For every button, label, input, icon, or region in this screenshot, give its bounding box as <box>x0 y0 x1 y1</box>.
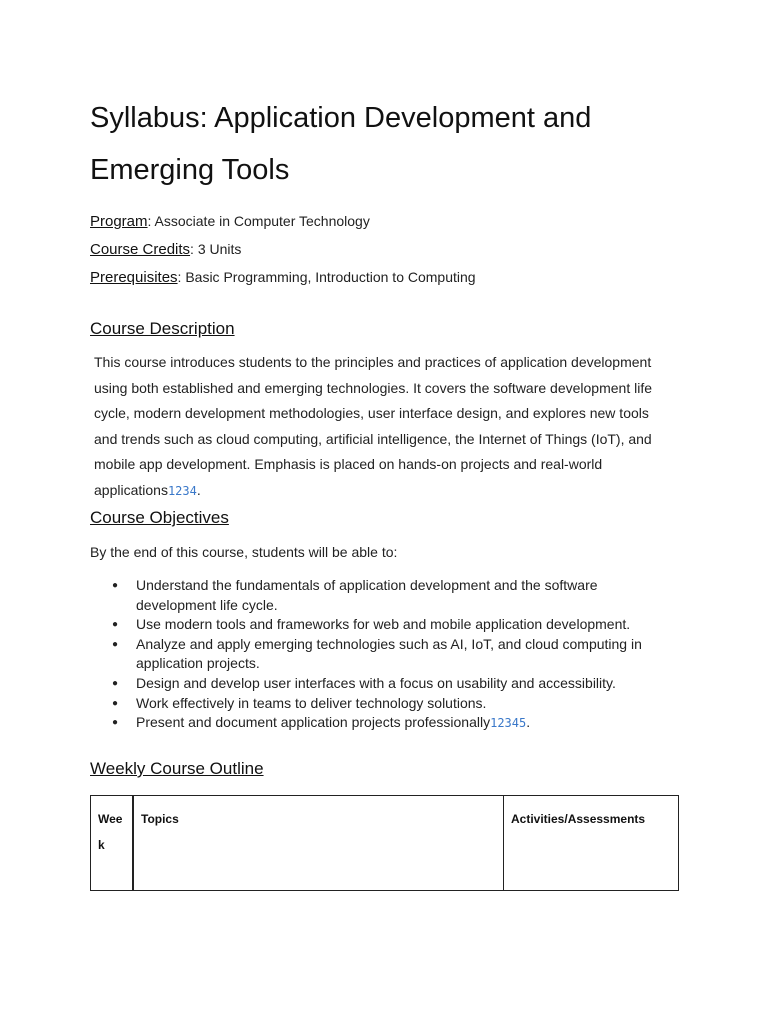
list-item <box>110 576 680 615</box>
column-header-week: Week <box>91 796 134 891</box>
course-objectives-heading: Course Objectives <box>90 508 229 527</box>
column-header-activities: Activities/Assessments <box>504 796 679 891</box>
objective-text: Present and document application projects professionally <box>136 714 491 731</box>
bullet-icon: ● <box>112 717 119 729</box>
credits-label: Course Credits <box>90 241 191 258</box>
description-body: This course introduces students to the principles and practices of application development using both established and emerging technologies. It covers the software development life cycle, modern development methodologies, user interface design, and explores new tools and trends such as cloud computing, artificial intelligence, the Internet of Things (IoT), and mobile app development. Emphasis is placed on hands-on projects and real-world applications <box>94 354 653 498</box>
description-end: . <box>196 481 201 498</box>
course-description-heading: Course Description <box>90 319 235 338</box>
program-label: Program <box>90 213 148 230</box>
prerequisites-line <box>90 268 476 287</box>
objective-text: Analyze and apply emerging technologies such as AI, IoT, and cloud computing in application projects. <box>136 635 642 672</box>
objective-text: Use modern tools and frameworks for web and mobile application development. <box>136 616 631 633</box>
credits-value: : 3 Units <box>190 241 242 257</box>
bullet-icon: ● <box>112 619 119 631</box>
objective-text: Understand the fundamentals of application development and the software development life cycle. <box>136 577 598 613</box>
credits-line <box>90 240 241 259</box>
column-header-topics: Topics <box>133 796 504 891</box>
objectives-list <box>110 576 680 734</box>
prerequisites-label: Prerequisites <box>90 269 178 286</box>
description-citation-link[interactable]: 1234 <box>167 483 197 498</box>
list-item <box>110 635 680 674</box>
bullet-icon: ● <box>112 638 119 650</box>
objective-end: . <box>526 714 531 731</box>
list-item <box>110 694 680 714</box>
weekly-outline-table <box>90 795 679 891</box>
list-item <box>110 674 680 694</box>
bullet-icon: ● <box>112 697 119 709</box>
program-line <box>90 212 370 231</box>
program-value: : Associate in Computer Technology <box>147 213 370 229</box>
list-item <box>110 713 680 734</box>
course-description-text <box>94 350 674 504</box>
objective-text: Design and develop user interfaces with a focus on usability and accessibility. <box>136 674 616 691</box>
weekly-outline-heading: Weekly Course Outline <box>90 759 264 778</box>
bullet-icon: ● <box>112 677 119 689</box>
bullet-icon: ● <box>112 580 119 591</box>
objectives-intro: By the end of this course, students will be able to: <box>90 544 398 560</box>
objective-text: Work effectively in teams to deliver technology solutions. <box>136 694 487 711</box>
prerequisites-value: : Basic Programming, Introduction to Computing <box>177 269 476 285</box>
table-header-row <box>91 796 679 891</box>
objectives-citation-link[interactable]: 12345 <box>490 716 527 731</box>
list-item <box>110 615 680 635</box>
page-title: Syllabus: Application Development and Emerging Tools <box>90 102 592 186</box>
